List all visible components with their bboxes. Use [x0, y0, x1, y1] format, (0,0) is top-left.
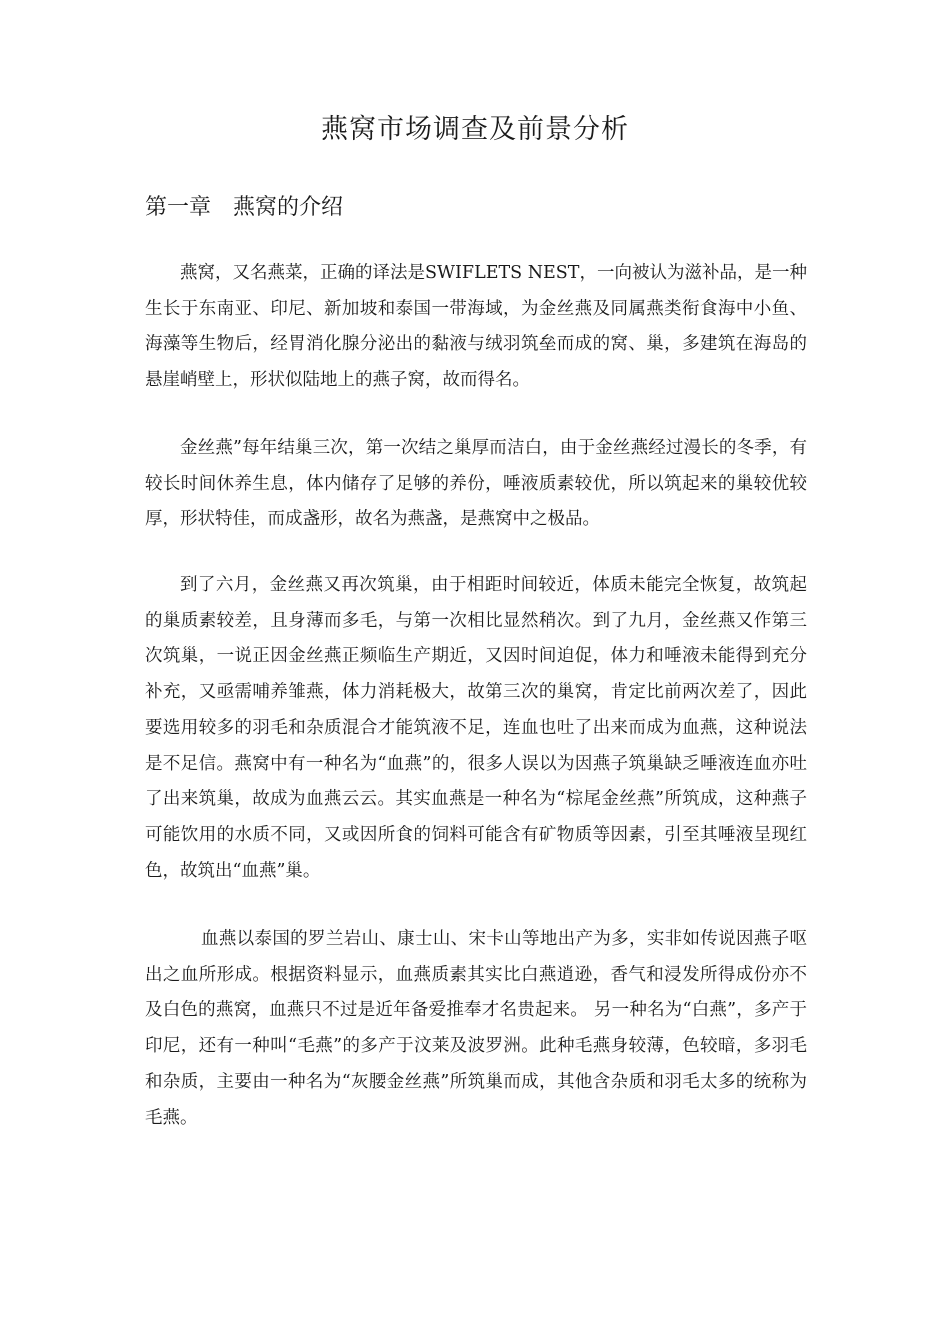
paragraph-intro: 燕窝，又名燕菜，正确的译法是SWIFLETS NEST，一向被认为滋补品，是一种生长于东南亚、印尼、新加坡和泰国一带海域，为金丝燕及同属燕类衔食海中小鱼、海藻等生物后，经胃消化腺分泌出的黏液与绒羽筑垒而成的窝、巢，多建筑在海岛的悬崖峭壁上，形状似陆地上的燕子窝，故而得名。	[145, 263, 807, 391]
document-title: 燕窝市场调查及前景分析	[321, 114, 629, 145]
paragraph-nest-types: 血燕以泰国的罗兰岩山、康士山、宋卡山等地出产为多，实非如传说因燕子呕出之血所形成。根据资料显示，血燕质素其实比白燕逍逊，香气和浸发所得成份亦不及白色的燕窝，血燕只不过是近年备爱推奉才名贵起来。 另一种名为“白燕”，多产于印尼，还有一种叫“毛燕”的多产于汶莱及波罗洲。此种毛燕身较薄，色较暗，多羽毛和杂质，主要由一种名为“灰腰金丝燕”所筑巢而成，其他含杂质和羽毛太多的统称为毛燕。	[145, 929, 807, 1128]
paragraph-blood-nest-origin: 到了六月，金丝燕又再次筑巢，由于相距时间较近，体质未能完全恢复，故筑起的巢质素较差，且身薄而多毛，与第一次相比显然稍次。到了九月，金丝燕又作第三次筑巢，一说正因金丝燕正频临生产期近，又因时间迫促，体力和唾液未能得到充分补充，又亟需哺养雏燕，体力消耗极大，故第三次的巢窝，肯定比前两次差了，因此要选用较多的羽毛和杂质混合才能筑液不足，连血也吐了出来而成为血燕，这种说法是不足信。燕窝中有一种名为“血燕”的，很多人误以为因燕子筑巢缺乏唾液连血亦吐了出来筑巢，故成为血燕云云。其实血燕是一种名为“棕尾金丝燕”所筑成，这种燕子可能饮用的水质不同，又或因所食的饲料可能含有矿物质等因素，引至其唾液呈现红色，故筑出“血燕”巢。	[145, 575, 807, 881]
chapter-heading: 第一章 燕窝的介绍	[145, 195, 344, 220]
paragraph-first-nest: 金丝燕”每年结巢三次，第一次结之巢厚而洁白，由于金丝燕经过漫长的冬季，有较长时间休养生息，体内储存了足够的养份，唾液质素较优，所以筑起来的巢较优较厚，形状特佳，而成盏形，故名为燕盏，是燕窝中之极品。	[145, 438, 807, 530]
